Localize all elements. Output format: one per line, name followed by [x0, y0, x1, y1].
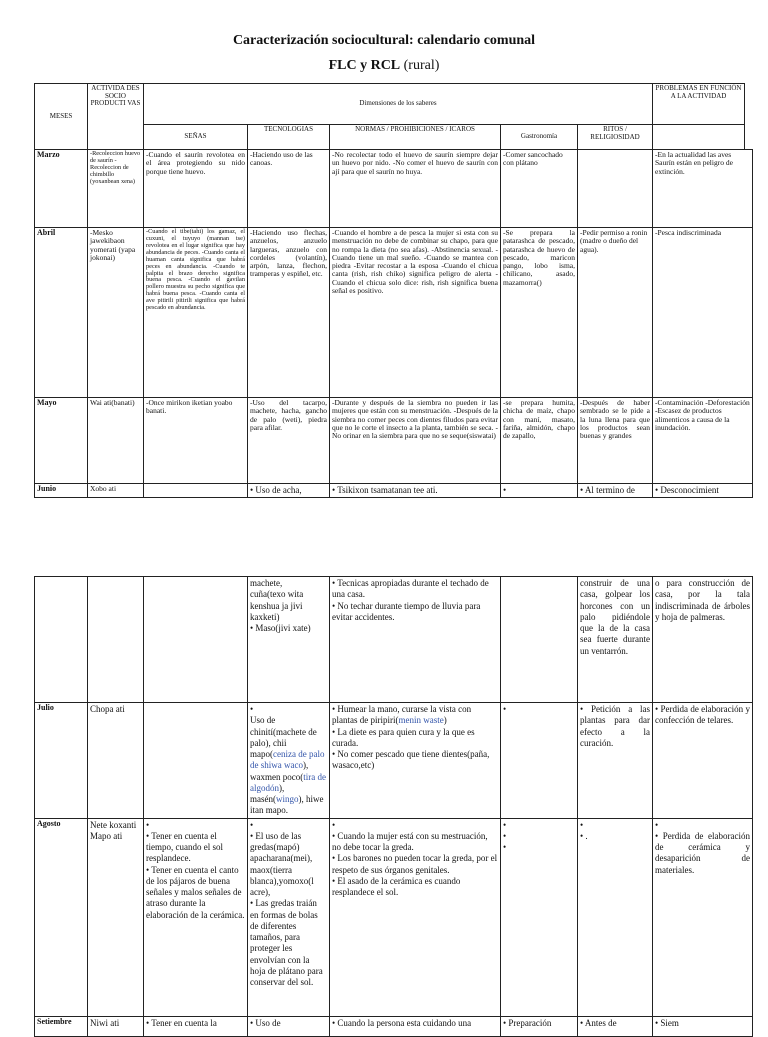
problemas-cell: • Siem — [653, 1016, 753, 1036]
tecnologias-cell: • Uso de acha, — [248, 484, 330, 498]
gastronomia-cell — [501, 703, 578, 819]
gastronomia-cell: -se prepara humita, chicha de maíz, chapo con maní, masato, fariña, almidón, chapo de zapallo, — [501, 398, 578, 484]
tecnologias-cell: • Uso de chinití(machete de palo), chii mapo(ceniza de palo de shiwa waco), waxmen poco(tira de algodón), masén(wingo), hiwe itan mapo. — [248, 703, 330, 819]
tecnologias-cell: -Haciendo uso flechas, anzuelos, anzuelo largueras, anzuelo con cordeles (volantín), arpón, lanza, flechon, tramperas y espiñel, etc. — [248, 228, 330, 398]
senas-cell: -Cuando el tibe(tahi) los gamaz, el cuxuni, el tuyuyo (mannan tse) revolotea en el lugar significa que hay abundancia de peces. -Cuando canta el huaman canta significa que habrá peces en abundancia. -Cuando te palpita el brazo derecho significa buena pesca. -Cuando el gavilan pollero muestra su pecho significa que habrá buena pesca. -Cuando canta el ave pitirili pitirili significa que habrá pescado en abundancia. — [144, 228, 248, 398]
month-cell: Setiembre — [35, 1016, 88, 1036]
normas-cell: -Cuando el hombre a de pesca la mujer si esta con su menstruación no debe de combinar su chapo, para que no rompa la dieta (no sea afas). -Abstinencia sexual. -Cuando tiene un mal sueño. -Cuando se mantea con piedra -Evitar recostar a la esposa -Cuando el chicua canta (rish, rish chiko) significa peligro de alerta -Cuando el chicua solo dice: rish, rish significa buena señal es positivo. — [330, 228, 501, 398]
activity-cell: Wai ati(banati) — [88, 398, 144, 484]
document-title: Caracterización sociocultural: calendario comunal — [232, 33, 536, 48]
normas-cell: • Humear la mano, curarse la vista con plantas de piripiri(menin waste) • La diete es para quien cura y la que es curada. • No comer pescado que tiene dientes(paña, wasaco,etc) — [330, 703, 501, 819]
activity-cell: Niwi ati — [88, 1016, 144, 1036]
table-row — [35, 398, 753, 484]
table-row — [35, 150, 753, 228]
tecnologias-cell: machete, cuña(texo wita kenshua ja jivi kaxketi) • Maso(jivi xate) — [248, 577, 330, 703]
gastronomia-cell — [501, 484, 578, 498]
header-senas: SEÑAS — [144, 125, 248, 150]
ritos-cell: • • . — [578, 818, 653, 1016]
normas-cell: • Tecnicas apropiadas durante el techado de una casa. • No techar durante tiempo de lluvia para evitar accidentes. — [330, 577, 501, 703]
header-tecnologias: TECNOLOGIAS — [248, 125, 330, 150]
problemas-cell: • • Perdida de elaboración de cerámica y desaparición de materiales. — [653, 818, 753, 1016]
senas-cell: • Tener en cuenta la — [144, 1016, 248, 1036]
ritos-cell: -Pedir permiso a ronin (madre o dueño del agua). — [578, 228, 653, 398]
activity-cell: -Mesko jawekibaon yomerati (yapa jokonai) — [88, 228, 144, 398]
normas-cell: • Cuando la persona esta cuidando una — [330, 1016, 501, 1036]
ritos-cell: • Antes de — [578, 1016, 653, 1036]
header-meses: MESES — [35, 84, 88, 150]
gastronomia-cell — [501, 818, 578, 1016]
ritos-cell: -Después de haber sembrado se le pide a la luna llena para que los productos sean buenas y grandes — [578, 398, 653, 484]
normas-cell: • • Cuando la mujer está con su mestruación, no debe tocar la greda. • Los barones no pueden tocar la greda, por el respeto de sus órganos genitales. • El asado de la cerámica es cuando resplandece el sol. — [330, 818, 501, 1016]
header-normas: NORMAS / PROHIBICIONES / ICAROS — [330, 125, 501, 150]
gastronomia-cell: • Preparación — [501, 1016, 578, 1036]
month-cell: Marzo — [35, 150, 88, 228]
gastronomia-cell: -Se prepara la patarashca de pescado, patarashca de huevo de pescado, maricon pango, lobo isma, chilicano, asado, mazamorra() — [501, 228, 578, 398]
senas-cell — [144, 484, 248, 498]
senas-cell: -Cuando el saurín revolotea en el área protegiendo su nido porque tiene huevo. — [144, 150, 248, 228]
problemas-cell: -En la actualidad las aves Saurín están en peligro de extinción. — [653, 150, 753, 228]
month-cell: Abril — [35, 228, 88, 398]
tecnologias-cell: • • El uso de las gredas(mapó) apacharana(mei), maox(tierra blanca),yomoxo(l acre), • Las gredas traián en formas de bolas de diferentes tamaños, para proteger les envolvían con la hoja de plátano para conservar del sol. — [248, 818, 330, 1016]
header-actividades: ACTIVIDA DES SOCIO PRODUCTI VAS — [88, 84, 144, 150]
ritos-cell: • Al termino de — [578, 484, 653, 498]
month-cell: Mayo — [35, 398, 88, 484]
month-cell: Julio — [35, 703, 88, 819]
table-row — [35, 1016, 753, 1036]
activity-cell: -Recoleccion huevo de saurín -Recoleccion de chimbillo (yoxanbean xena) — [88, 150, 144, 228]
problemas-cell: -Contaminación -Deforestación -Escasez de productos alimenticos a causa de la inundación. — [653, 398, 753, 484]
table-row — [35, 703, 753, 819]
table-row — [35, 228, 753, 398]
table-row — [35, 577, 753, 703]
header-gastronomia: Gastronomía — [501, 125, 578, 150]
normas-cell: -Durante y después de la siembra no pueden ir las mujeres que están con su menstruación. -Después de la siembra no comer peces con dientes filudos para evitar que no le corte el insecto a la planta, también se seca. -No orinar en la siembra para que no se seque(siswatai) — [330, 398, 501, 484]
month-cell: Junio — [35, 484, 88, 498]
header-problemas: PROBLEMAS EN FUNCIÓN A LA ACTIVIDAD — [653, 84, 745, 125]
tecnologias-cell: • Uso de — [248, 1016, 330, 1036]
table-row — [35, 484, 753, 498]
senas-cell: -Once mirikon iketian yoabo banati. — [144, 398, 248, 484]
activity-cell: Xobo ati — [88, 484, 144, 498]
normas-cell: -No recolectar todo el huevo de saurín siempre dejar un huevo por nido. -No comer el huevo de saurín con ají para que el saurín no huya. — [330, 150, 501, 228]
calendar-table-part2 — [34, 576, 753, 1037]
senas-cell: • • Tener en cuenta el tiempo, cuando el sol resplandece. • Tener en cuenta el canto de los pájaros de buena señales y malos señales de atraso durante la elaboración de la cerámica. — [144, 818, 248, 1016]
ritos-cell — [578, 150, 653, 228]
calendar-table-part1 — [34, 83, 753, 498]
month-cell: Agosto — [35, 818, 88, 1016]
tecnologias-cell: -Uso del tacarpo, machete, hacha, gancho de palo (weti), piedra para afilar. — [248, 398, 330, 484]
normas-cell: • Tsikixon tsamatanan tee ati. — [330, 484, 501, 498]
activity-cell: Chopa ati — [88, 703, 144, 819]
table-row — [35, 818, 753, 1016]
gastronomia-cell: -Comer sancochado con plátano — [501, 150, 578, 228]
ritos-cell: • Petición a las plantas para dar efecto a la curación. — [578, 703, 653, 819]
problemas-cell: • Desconocimient — [653, 484, 753, 498]
ritos-cell: construir de una casa, golpear los horcones con un palo pidiéndole que la de la casa sea fuerte durante un ventarrón. — [578, 577, 653, 703]
tecnologias-cell: -Haciendo uso de las canoas. — [248, 150, 330, 228]
header-ritos: RITOS / RELIGIOSIDAD — [578, 125, 653, 150]
problemas-cell: o para construcción de casa, por la tala indiscriminada de árboles y hoja de palmeras. — [653, 577, 753, 703]
document-subtitle: FLC y RCL (rural) — [328, 58, 440, 73]
header-dimensiones: Dimensiones de los saberes — [144, 84, 653, 125]
problemas-cell: • Perdida de elaboración y confección de telares. — [653, 703, 753, 819]
problemas-cell: -Pesca indiscriminada — [653, 228, 753, 398]
activity-cell: Nete koxanti Mapo ati — [88, 818, 144, 1016]
